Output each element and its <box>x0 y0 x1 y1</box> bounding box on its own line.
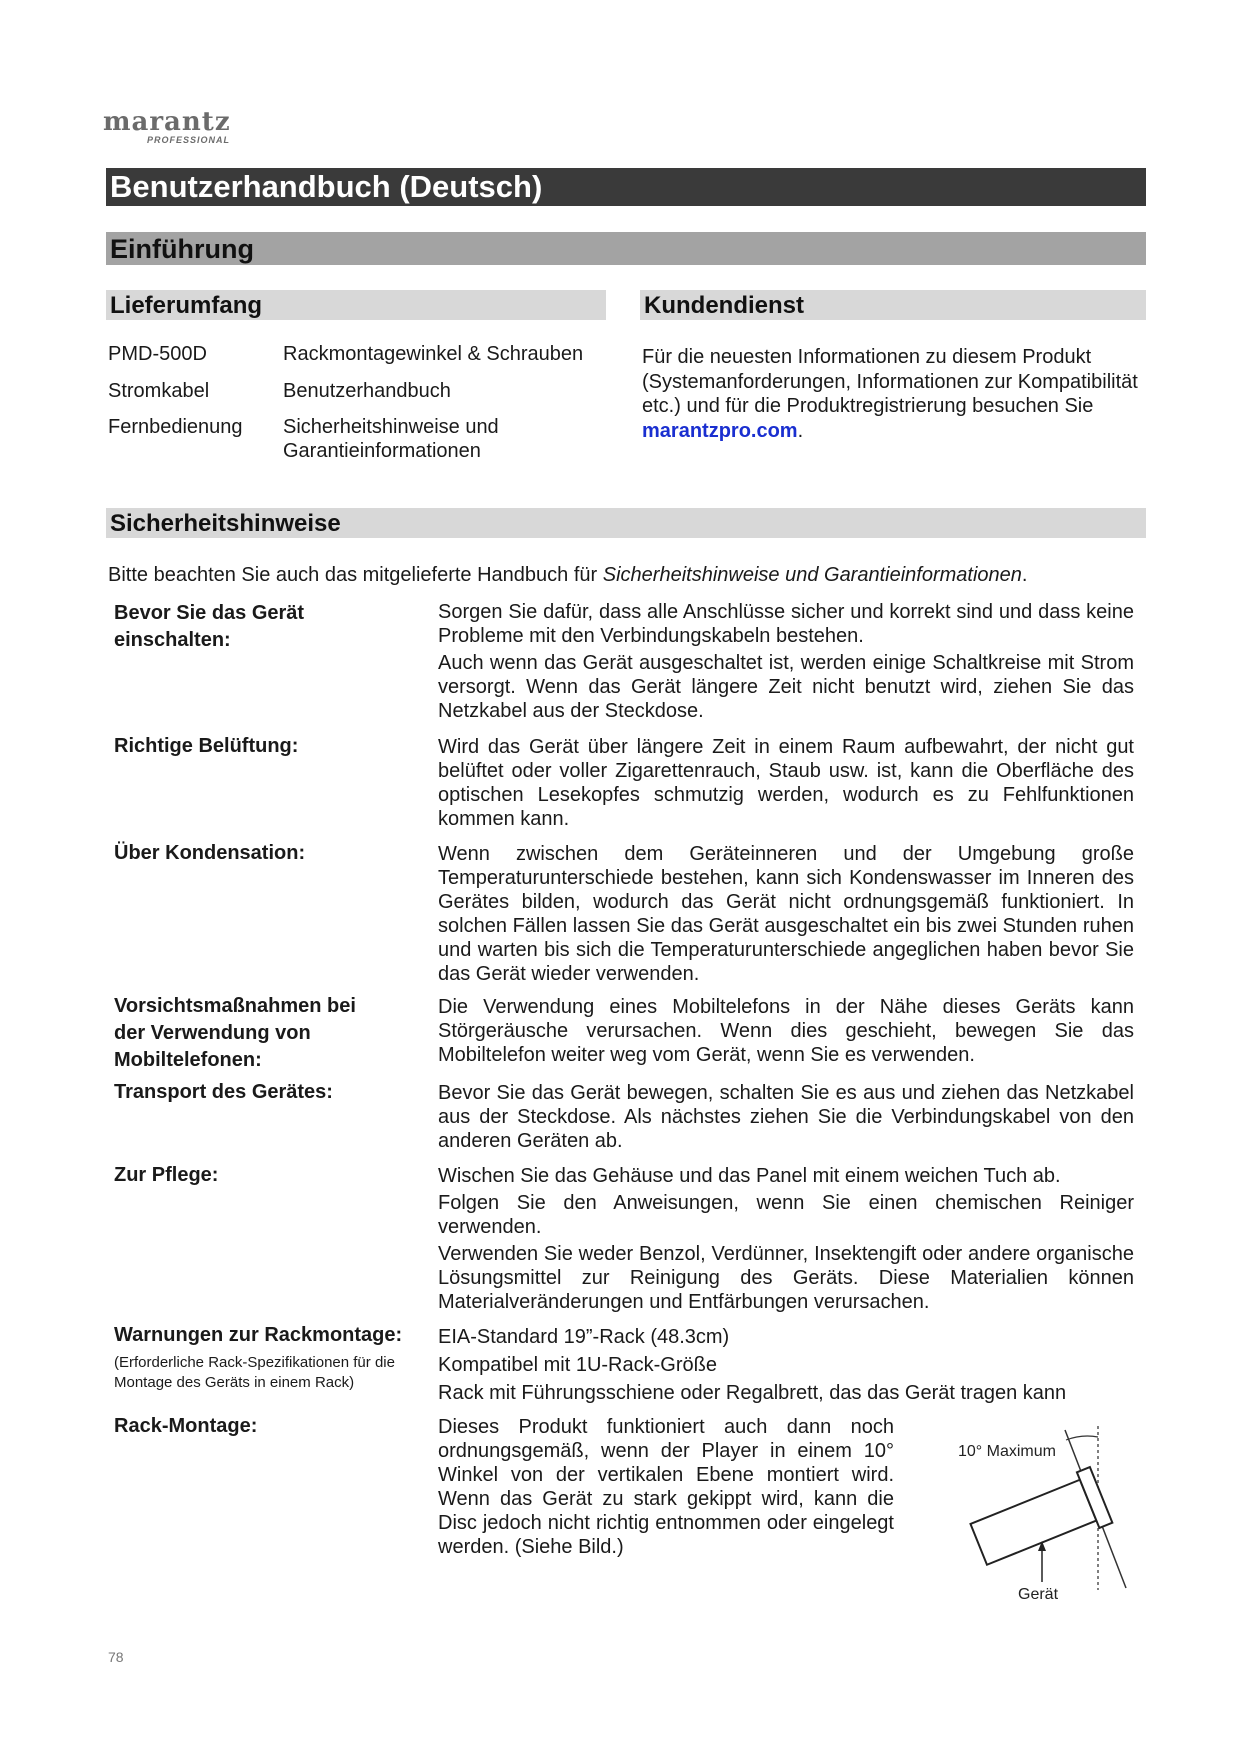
device-label: Gerät <box>1018 1586 1059 1600</box>
marantz-logo <box>103 107 243 146</box>
kundendienst-body: Für die neuesten Informationen zu diesem Produkt (Systemanforderungen, Informationen zur Kompatibilität etc.) und für die Produktregistrierung besuchen Sie <box>642 346 1138 417</box>
desc-rack-montage <box>438 1415 894 1559</box>
desc-bevor-einschalten <box>438 600 1134 723</box>
lieferumfang-item: Stromkabel <box>108 380 210 402</box>
label-belueftung: Richtige Belüftung: <box>114 735 299 757</box>
label-kondensation: Über Kondensation: <box>114 842 306 864</box>
kundendienst-end: . <box>797 419 804 442</box>
lieferumfang-item: Fernbedienung <box>108 416 243 438</box>
desc-paragraph: Folgen Sie den Anweisungen, wenn Sie einen chemischen Reiniger verwenden. <box>438 1192 1134 1238</box>
desc-paragraph: Dieses Produkt funktioniert auch dann noch ordnungsgemäß, wenn der Player in einem 10° Winkel von der vertikalen Ebene montiert wird. Wenn das Gerät zu stark gekippt wird, kann die Disc jedoch nicht richtig entnommen oder eingelegt werden. (Siehe Bild.) <box>438 1416 894 1558</box>
marantzpro-link[interactable]: marantzpro.com <box>642 419 798 442</box>
desc-paragraph: Wird das Gerät über längere Zeit in einem Raum aufbewahrt, der nicht gut belüftet oder voller Zigarettenrauch, Staub usw. ist, kann die Oberfläche des optischen Lesekopfes schmutzig werden, wodurch es zu Fehlfunktionen kommen kann. <box>438 736 1134 830</box>
desc-kondensation <box>438 842 1134 986</box>
desc-paragraph: Wischen Sie das Gehäuse und das Panel mit einem weichen Tuch ab. <box>438 1165 1061 1187</box>
desc-paragraph: Auch wenn das Gerät ausgeschaltet ist, werden einige Schaltkreise mit Strom versorgt. Wenn das Gerät längere Zeit nicht benutzt wird, ziehen Sie das Netzkabel aus der Steckdose. <box>438 652 1134 722</box>
desc-paragraph: Verwenden Sie weder Benzol, Verdünner, Insektengift oder andere organische Lösungsmittel zur Reinigung des Geräts. Diese Materialien können Materialveränderungen und Entfärbungen verursachen. <box>438 1243 1134 1313</box>
intro-text: Bitte beachten Sie auch das mitgelieferte Handbuch für <box>108 564 598 586</box>
page-number: 78 <box>108 1649 124 1665</box>
intro-end: . <box>1021 564 1028 586</box>
desc-mobiltelefone <box>438 995 1134 1067</box>
desc-pflege <box>438 1164 1134 1314</box>
label-rack-montage: Rack-Montage: <box>114 1415 258 1437</box>
angle-label: 10° Maximum <box>958 1443 1056 1460</box>
label-bevor-einschalten: Bevor Sie das Gerät einschalten: <box>114 602 305 651</box>
desc-paragraph: Wenn zwischen dem Geräteinneren und der Umgebung große Temperaturunterschiede bestehen, kann sich Kondenswasser im Inneren des Gerätes bilden, wodurch das Gerät nicht ordnungsgemäß funktioniert. In solchen Fällen lassen Sie das Gerät ausgeschaltet ein bis zwei Stunden ruhen und warten bis sich die Temperaturunterschiede angeglichen haben bevor Sie das Gerät wieder verwenden. <box>438 843 1134 985</box>
sicherheit-intro <box>108 563 1027 587</box>
label-transport: Transport des Gerätes: <box>114 1081 333 1103</box>
intro-italic: Sicherheitshinweise und Garantieinformationen <box>602 564 1022 586</box>
device-shape <box>967 1467 1112 1572</box>
rack-spec-line: Kompatibel mit 1U-Rack-Größe <box>438 1354 717 1376</box>
lieferumfang-item: Rackmontagewinkel & Schrauben <box>283 343 584 365</box>
section-heading-einfuehrung: Einführung <box>106 232 1146 265</box>
lieferumfang-item: Garantieinformationen <box>283 440 481 462</box>
lieferumfang-item: Benutzerhandbuch <box>283 380 451 402</box>
label-mobiltelefone: Vorsichtsmaßnahmen bei der Verwendung von Mobiltelefonen: <box>114 995 356 1071</box>
desc-paragraph: Die Verwendung eines Mobiltelefons in der Nähe dieses Geräts kann Störgeräusche verursachen. Wenn dies geschieht, bewegen Sie das Mobiltelefon weiter weg vom Gerät, wenn Sie es verwenden. <box>438 996 1134 1066</box>
rack-spezifikationen-note: (Erforderliche Rack-Spezifikationen für die Montage des Geräts in einem Rack) <box>114 1354 395 1391</box>
logo-subtitle: PROFESSIONAL <box>147 135 231 145</box>
lieferumfang-item: Sicherheitshinweise und <box>283 416 499 438</box>
page-title: Benutzerhandbuch (Deutsch) <box>106 168 1146 206</box>
rack-tilt-diagram <box>950 1420 1140 1600</box>
label-rackmontage-warnungen: Warnungen zur Rackmontage: <box>114 1324 403 1346</box>
rack-spec-line: EIA-Standard 19”-Rack (48.3cm) <box>438 1326 730 1348</box>
desc-paragraph: Sorgen Sie dafür, dass alle Anschlüsse sicher und korrekt sind und dass keine Probleme mit den Verbindungskabeln bestehen. <box>438 601 1134 647</box>
desc-transport <box>438 1081 1134 1153</box>
heading-kundendienst: Kundendienst <box>640 290 1146 320</box>
kundendienst-text <box>642 345 1142 443</box>
desc-paragraph: Bevor Sie das Gerät bewegen, schalten Sie es aus und ziehen das Netzkabel aus der Steckdose. Als nächstes ziehen Sie die Verbindungskabel von den anderen Geräten ab. <box>438 1082 1134 1152</box>
heading-lieferumfang: Lieferumfang <box>106 290 606 320</box>
logo-wordmark: marantz <box>103 107 231 137</box>
lieferumfang-item: PMD-500D <box>108 343 207 365</box>
heading-sicherheitshinweise: Sicherheitshinweise <box>106 508 1146 538</box>
desc-belueftung <box>438 735 1134 831</box>
rack-spec-line: Rack mit Führungsschiene oder Regalbrett, das das Gerät tragen kann <box>438 1382 1067 1404</box>
label-pflege: Zur Pflege: <box>114 1164 219 1186</box>
angle-arc <box>1066 1436 1098 1440</box>
